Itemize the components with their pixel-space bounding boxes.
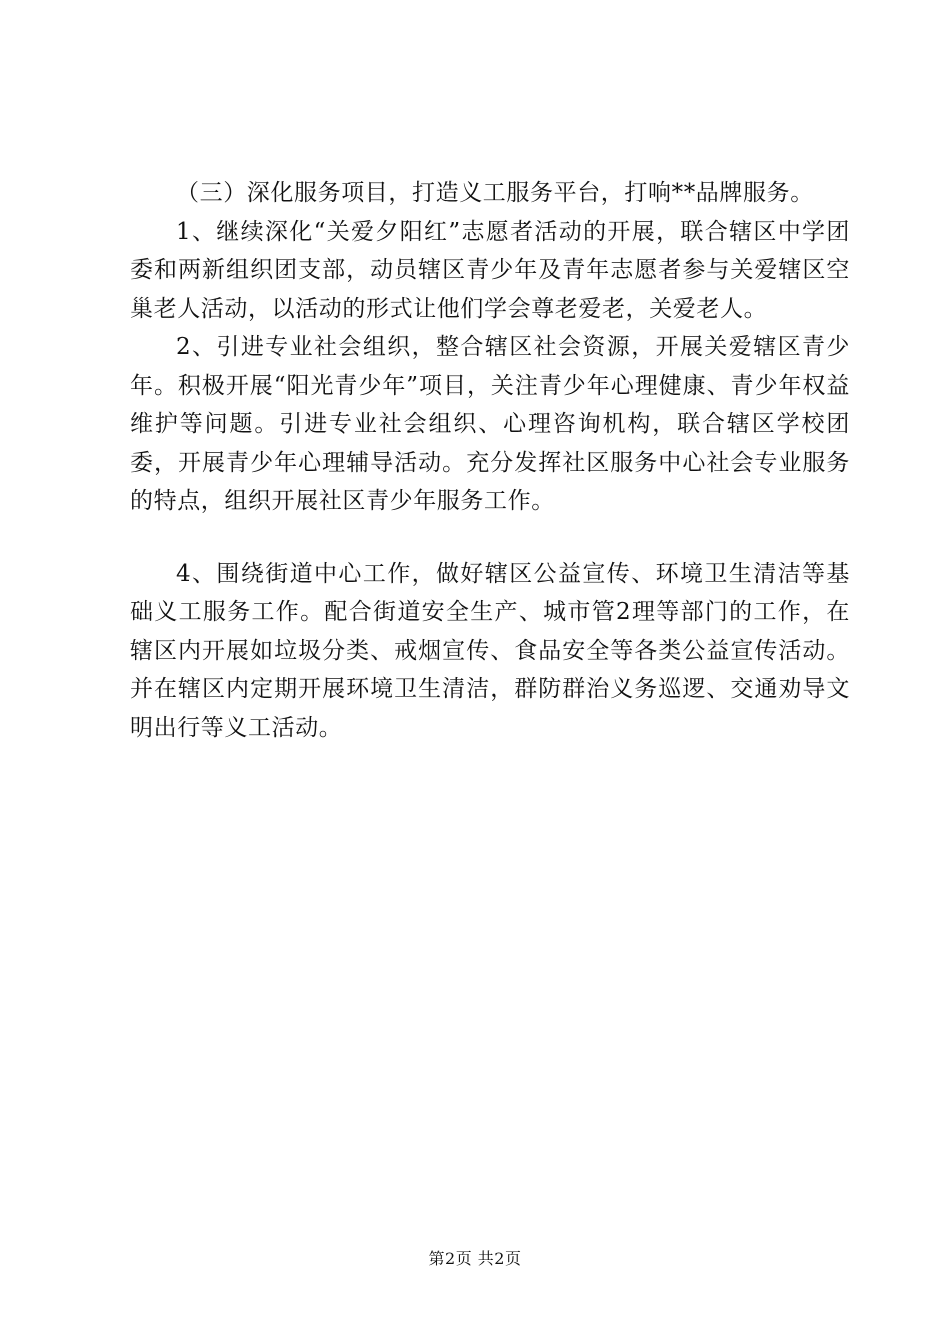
paragraph-item-4: 4、围绕街道中心工作，做好辖区公益宣传、环境卫生清洁等基础义工服务工作。配合街道安全生产、城市管2理等部门的工作，在辖区内开展如垃圾分类、戒烟宣传、食品安全等各类公益宣传活动。并在辖区内定期开展环境卫生清洁，群防群治义务巡逻、交通劝导文明出行等义工活动。 (130, 560, 850, 741)
section-heading-three: （三）深化服务项目，打造义工服务平台，打响**品牌服务。 (176, 180, 814, 206)
paragraph-item-1: 1、继续深化“关爱夕阳红”志愿者活动的开展，联合辖区中学团委和两新组织团支部，动员辖区青少年及青年志愿者参与关爱辖区空巢老人活动，以活动的形式让他们学会尊老爱老，关爱老人。 (130, 218, 850, 322)
document-body (130, 174, 850, 747)
page-footer: 第2页 共2页 (428, 1249, 522, 1268)
paragraph-item-2: 2、引进专业社会组织，整合辖区社会资源，开展关爱辖区青少年。积极开展“阳光青少年”项目，关注青少年心理健康、青少年权益维护等问题。引进专业社会组织、心理咨询机构，联合辖区学校团委，开展青少年心理辅导活动。充分发挥社区服务中心社会专业服务的特点，组织开展社区青少年服务工作。 (130, 334, 850, 514)
